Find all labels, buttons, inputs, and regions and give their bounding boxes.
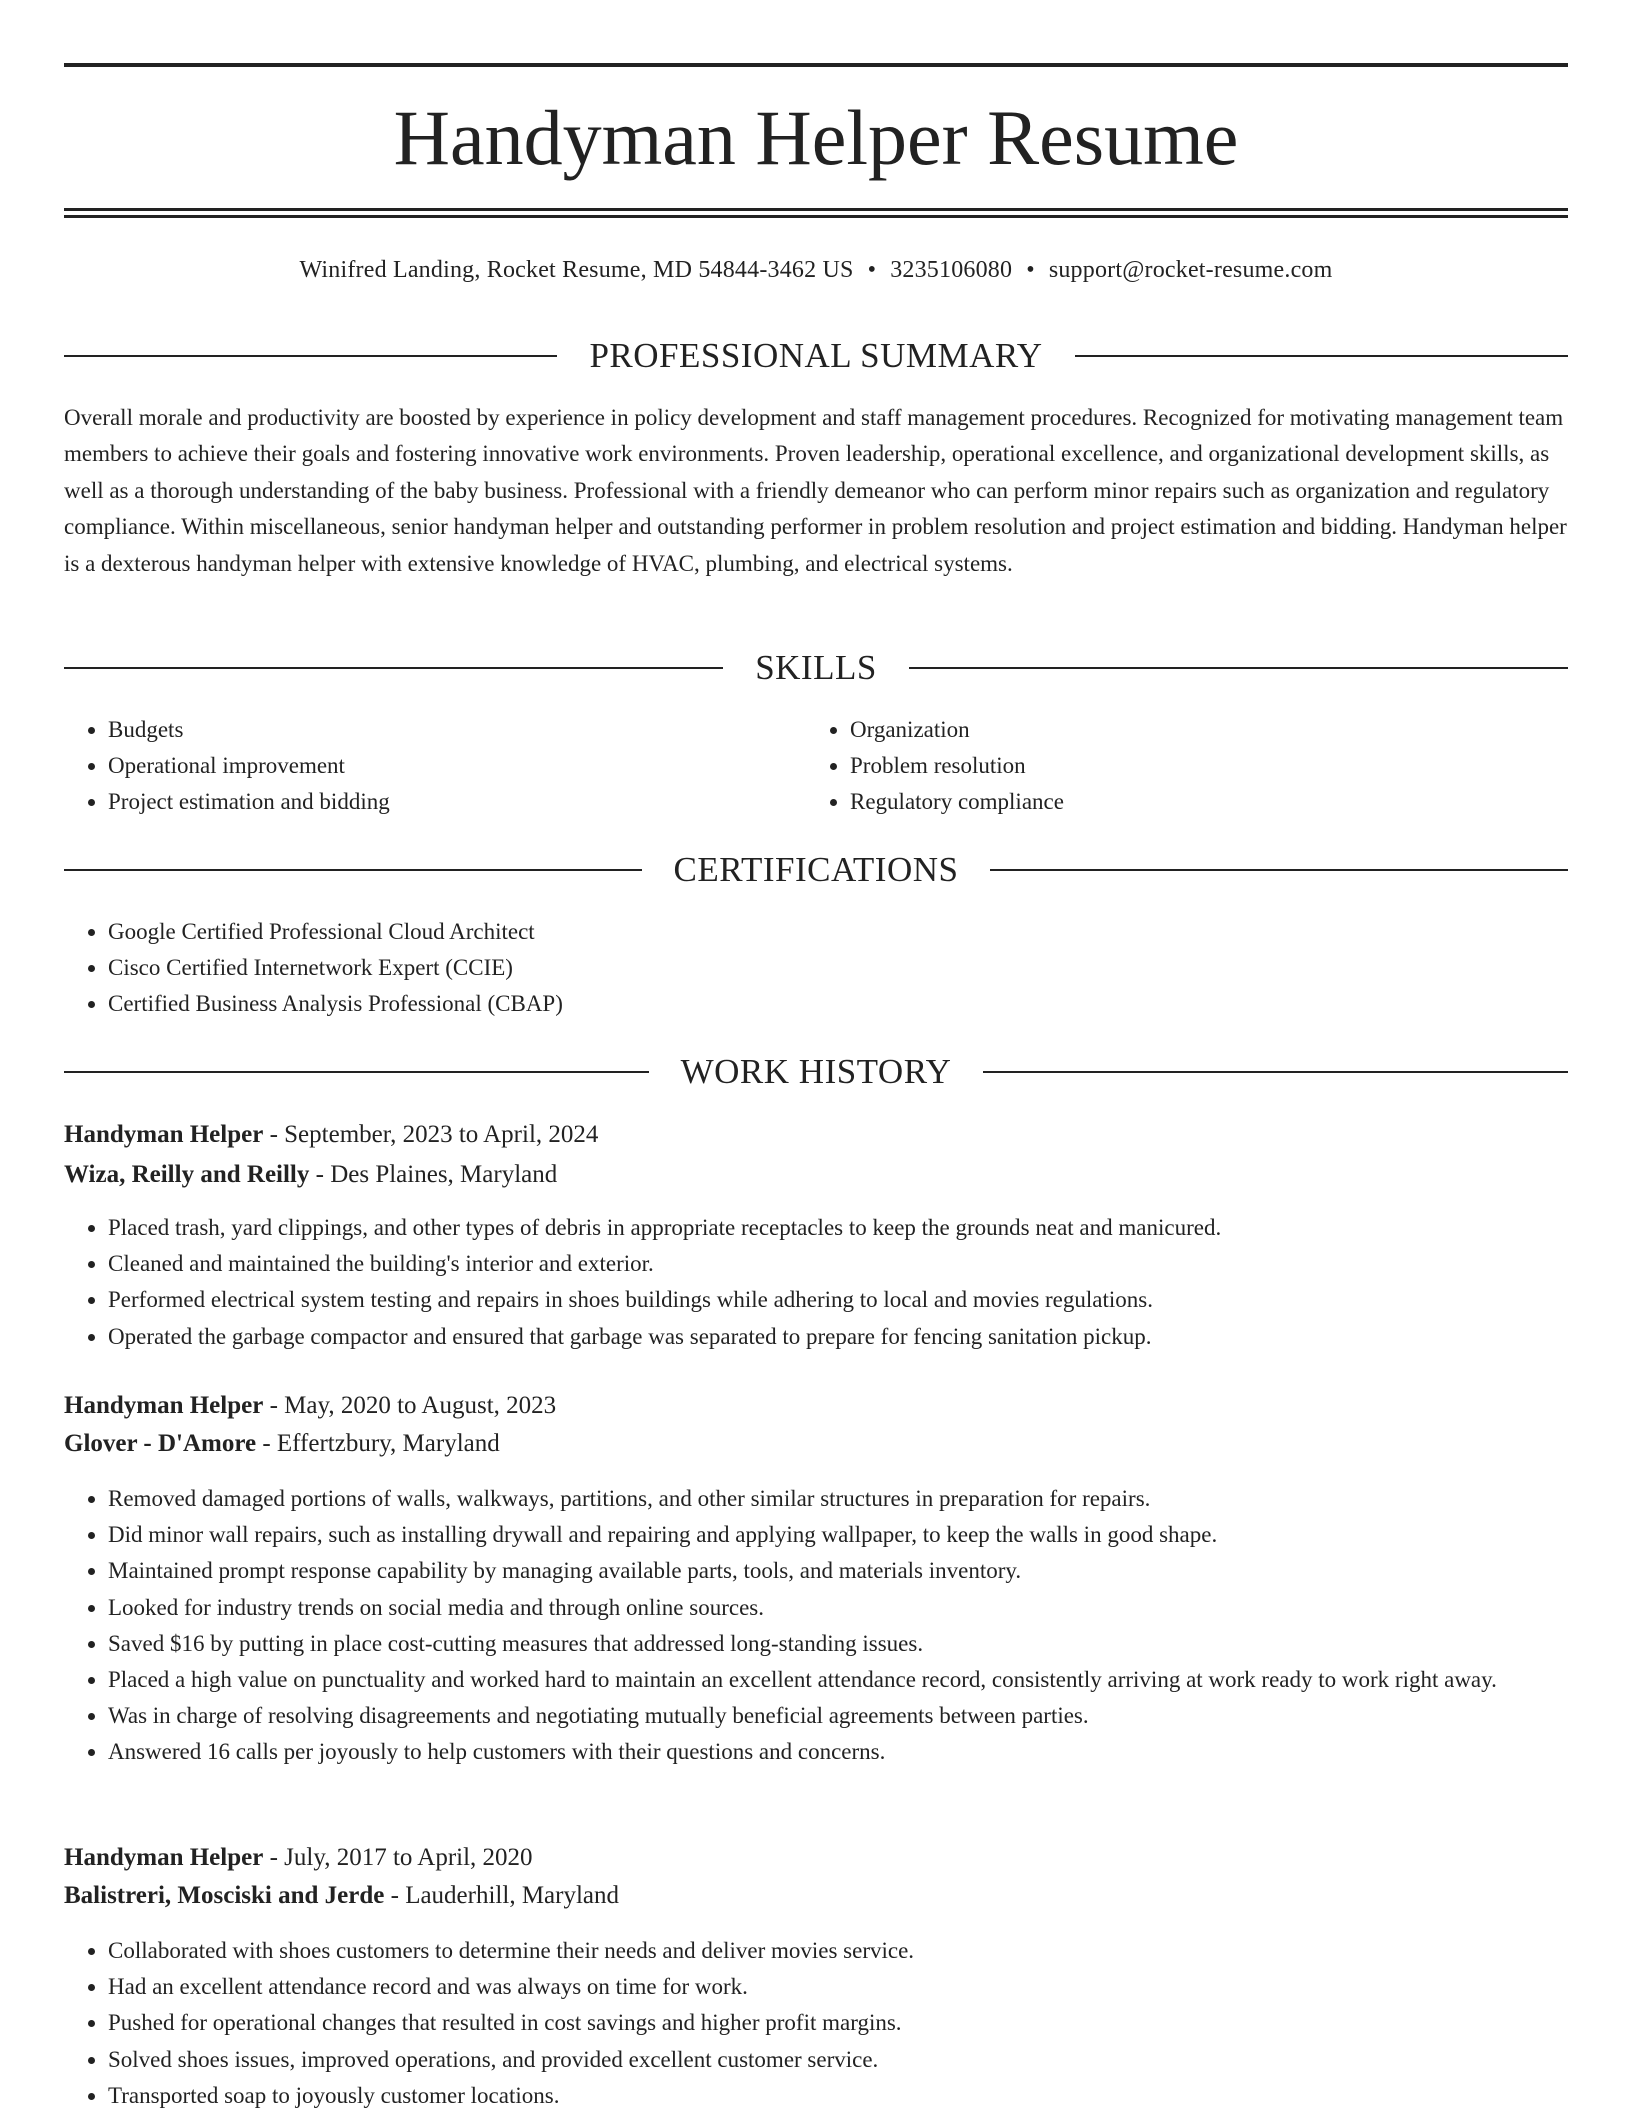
job-bullets bbox=[64, 1210, 1568, 1355]
list-item: • Did minor wall repairs, such as installing drywall and repairing and applying wallpaper, to keep the walls in good shape. bbox=[108, 1517, 1568, 1553]
heading-rule bbox=[64, 1071, 649, 1073]
skill-item: • Regulatory compliance bbox=[850, 784, 1550, 820]
dash: - bbox=[263, 1121, 285, 1148]
job-bullets bbox=[64, 1481, 1568, 1771]
list-item: • Placed trash, yard clippings, and other types of debris in appropriate receptacles to keep the grounds neat and manicured. bbox=[108, 1210, 1568, 1246]
list-item: • Pushed for operational changes that resulted in cost savings and higher profit margins. bbox=[108, 2005, 1568, 2041]
list-item: • Performed electrical system testing and repairs in shoes buildings while adhering to local and movies regulations. bbox=[108, 1282, 1568, 1318]
section-title: CERTIFICATIONS bbox=[673, 850, 959, 889]
job-bullets bbox=[64, 1933, 1568, 2114]
contact-separator: • bbox=[1026, 257, 1035, 283]
list-item: • Answered 16 calls per joyously to help customers with their questions and concerns. bbox=[108, 1734, 1568, 1770]
section-heading-certifications bbox=[64, 848, 1568, 892]
section-title: WORK HISTORY bbox=[680, 1052, 952, 1091]
contact-separator: • bbox=[867, 257, 877, 283]
list-item: • Operated the garbage compactor and ensured that garbage was separated to prepare for fencing sanitation pickup. bbox=[108, 1319, 1568, 1355]
contact-phone: 3235106080 bbox=[890, 257, 1013, 283]
section-heading-skills bbox=[64, 646, 1568, 690]
job-dates: September, 2023 to April, 2024 bbox=[284, 1121, 599, 1148]
heading-rule bbox=[64, 869, 642, 871]
job-title: Handyman Helper bbox=[64, 1121, 264, 1148]
certification-item: • Certified Business Analysis Professional (CBAP) bbox=[108, 986, 1568, 1022]
job-location: Effertzbury, Maryland bbox=[276, 1430, 500, 1457]
list-item: • Maintained prompt response capability by managing available parts, tools, and materials inventory. bbox=[108, 1553, 1568, 1589]
heading-rule bbox=[64, 667, 723, 669]
section-heading-work-history bbox=[64, 1050, 1568, 1094]
job-company-line bbox=[64, 1156, 1568, 1194]
job-dates: July, 2017 to April, 2020 bbox=[284, 1844, 533, 1871]
skills-list-right bbox=[806, 712, 1550, 821]
job-company: Balistreri, Mosciski and Jerde bbox=[64, 1882, 385, 1909]
list-item: • Had an excellent attendance record and was always on time for work. bbox=[108, 1969, 1568, 2005]
heading-rule bbox=[983, 1071, 1568, 1073]
dash: - bbox=[263, 1392, 285, 1419]
list-item: • Saved $16 by putting in place cost-cutting measures that addressed long-standing issues. bbox=[108, 1626, 1568, 1662]
job-title: Handyman Helper bbox=[64, 1844, 264, 1871]
page-title: Handyman Helper Resume bbox=[393, 94, 1239, 181]
top-rule bbox=[64, 63, 1568, 67]
summary-text: Overall morale and productivity are boosted by experience in policy development and staff management procedures. Recognized for motivating management team members to achieve their goals and fostering innovative work environments. Proven leadership, operational excellence, and organizational development skills, as well as a thorough understanding of the baby business. Professional with a friendly demeanor who can perform minor repairs such as organization and regulatory compliance. Within miscellaneous, senior handyman helper and outstanding performer in problem resolution and project estimation and bidding. Handyman helper is a dexterous handyman helper with extensive knowledge of HVAC, plumbing, and electrical systems. bbox=[64, 405, 1567, 576]
list-item: • Placed a high value on punctuality and worked hard to maintain an excellent attendance record, consistently arriving at work ready to work right away. bbox=[108, 1662, 1568, 1698]
certification-item: • Google Certified Professional Cloud Architect bbox=[108, 914, 1568, 950]
list-item: • Looked for industry trends on social media and through online sources. bbox=[108, 1590, 1568, 1626]
list-item: • Transported soap to joyously customer locations. bbox=[108, 2078, 1568, 2114]
job-company-line bbox=[64, 1877, 1568, 1915]
contact-address: Winifred Landing, Rocket Resume, MD 54844-3462 US bbox=[299, 257, 854, 283]
skill-item: • Problem resolution bbox=[850, 748, 1550, 784]
heading-rule bbox=[1075, 355, 1568, 357]
certifications-list bbox=[64, 914, 1568, 1023]
contact-email: support@rocket-resume.com bbox=[1048, 257, 1333, 283]
dash: - bbox=[309, 1161, 331, 1188]
list-item: • Solved shoes issues, improved operations, and provided excellent customer service. bbox=[108, 2042, 1568, 2078]
skill-item: • Project estimation and bidding bbox=[108, 784, 808, 820]
title-double-rule bbox=[64, 208, 1568, 218]
job-company-line bbox=[64, 1425, 1568, 1463]
job-company: Glover - D'Amore bbox=[64, 1430, 257, 1457]
contact-line bbox=[64, 254, 1568, 286]
skill-item: • Budgets bbox=[108, 712, 808, 748]
list-item: • Was in charge of resolving disagreements and negotiating mutually beneficial agreements between parties. bbox=[108, 1698, 1568, 1734]
skills-list-left bbox=[64, 712, 808, 821]
skill-item: • Organization bbox=[850, 712, 1550, 748]
job-location: Des Plaines, Maryland bbox=[330, 1161, 558, 1188]
list-item: • Collaborated with shoes customers to determine their needs and deliver movies service. bbox=[108, 1933, 1568, 1969]
certification-item: • Cisco Certified Internetwork Expert (CCIE) bbox=[108, 950, 1568, 986]
job-dates: May, 2020 to August, 2023 bbox=[284, 1392, 557, 1419]
heading-rule bbox=[64, 355, 557, 357]
list-item: • Cleaned and maintained the building's interior and exterior. bbox=[108, 1246, 1568, 1282]
heading-rule bbox=[990, 869, 1568, 871]
skill-item: • Operational improvement bbox=[108, 748, 808, 784]
heading-rule bbox=[909, 667, 1568, 669]
job-company: Wiza, Reilly and Reilly bbox=[64, 1161, 310, 1188]
dash: - bbox=[384, 1882, 406, 1909]
job-location: Lauderhill, Maryland bbox=[405, 1882, 620, 1909]
list-item: • Removed damaged portions of walls, walkways, partitions, and other similar structures in preparation for repairs. bbox=[108, 1481, 1568, 1517]
section-title: PROFESSIONAL SUMMARY bbox=[589, 336, 1043, 375]
section-heading-summary bbox=[64, 334, 1568, 378]
job-title-line bbox=[64, 1116, 1568, 1154]
section-title: SKILLS bbox=[755, 648, 877, 687]
job-title-line bbox=[64, 1839, 1568, 1877]
job-title-line bbox=[64, 1387, 1568, 1425]
job-title: Handyman Helper bbox=[64, 1392, 264, 1419]
dash: - bbox=[263, 1844, 285, 1871]
dash: - bbox=[256, 1430, 277, 1457]
